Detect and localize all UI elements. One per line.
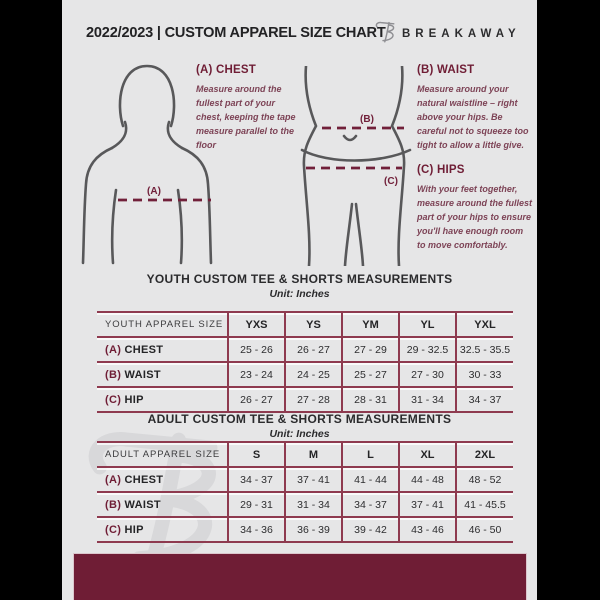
measurement-value: 34 - 37 — [228, 467, 285, 492]
measurement-value: 34 - 36 — [228, 517, 285, 542]
size-column-header: YS — [285, 312, 342, 337]
measure-letter: (B) — [105, 498, 122, 511]
waist-instructions — [417, 64, 531, 152]
measurement-label: (B) WAIST — [97, 492, 228, 517]
measurement-value: 25 - 27 — [342, 362, 399, 387]
size-chart-flyer — [62, 0, 537, 600]
measurement-row — [97, 387, 513, 412]
chest-instructions — [196, 64, 300, 152]
size-header-row — [97, 442, 513, 467]
measurement-label: (C) HIP — [97, 387, 228, 412]
size-table-corner: YOUTH APPAREL SIZE — [97, 312, 228, 337]
youth-unit-label: Unit: Inches — [269, 288, 330, 300]
measurement-value: 37 - 41 — [399, 492, 456, 517]
measurement-value: 26 - 27 — [285, 337, 342, 362]
chest-heading: (A) CHEST — [196, 64, 256, 76]
hips-instructions — [417, 164, 533, 252]
measurement-value: 31 - 34 — [285, 492, 342, 517]
size-column-header: XL — [399, 442, 456, 467]
breakaway-b-logo-icon — [374, 17, 398, 45]
measurement-value: 30 - 33 — [456, 362, 513, 387]
measurement-value: 37 - 41 — [285, 467, 342, 492]
page-title: 2022/2023 | CUSTOM APPAREL SIZE CHART — [86, 24, 386, 41]
measurement-value: 29 - 32.5 — [399, 337, 456, 362]
waist-body-text: Measure around your natural waistline – right above your hips. Be careful not to squeeze too tight to allow a little give. — [417, 84, 529, 150]
measurement-value: 43 - 46 — [399, 517, 456, 542]
measurement-value: 29 - 31 — [228, 492, 285, 517]
measurement-value: 48 - 52 — [456, 467, 513, 492]
measurement-row — [97, 362, 513, 387]
waist-heading: (B) WAIST — [417, 64, 475, 76]
measurement-value: 31 - 34 — [399, 387, 456, 412]
youth-section-title: YOUTH CUSTOM TEE & SHORTS MEASUREMENTS — [146, 272, 453, 286]
measurement-value: 26 - 27 — [228, 387, 285, 412]
size-column-header: M — [285, 442, 342, 467]
chest-body-text: Measure around the fullest part of your chest, keeping the tape measure parallel to the floor — [196, 84, 296, 150]
footer-bar — [73, 553, 527, 600]
size-column-header: YL — [399, 312, 456, 337]
measurement-value: 41 - 45.5 — [456, 492, 513, 517]
size-column-header: YXL — [456, 312, 513, 337]
measurement-value: 39 - 42 — [342, 517, 399, 542]
measure-letter: (A) — [105, 473, 122, 486]
measure-letter: (A) — [105, 343, 122, 356]
measurement-row — [97, 517, 513, 542]
adult-unit-label: Unit: Inches — [269, 428, 330, 440]
size-column-header: S — [228, 442, 285, 467]
size-column-header: L — [342, 442, 399, 467]
brand-lockup — [374, 17, 521, 45]
measurement-value: 23 - 24 — [228, 362, 285, 387]
adult-size-table — [97, 441, 513, 543]
adult-section-title: ADULT CUSTOM TEE & SHORTS MEASUREMENTS — [147, 412, 452, 426]
size-column-header: 2XL — [456, 442, 513, 467]
measure-letter: (C) — [105, 523, 122, 536]
measurement-value: 27 - 28 — [285, 387, 342, 412]
measurement-value: 27 - 29 — [342, 337, 399, 362]
measurement-value: 25 - 26 — [228, 337, 285, 362]
size-header-row — [97, 312, 513, 337]
measurement-label: (C) HIP — [97, 517, 228, 542]
measure-letter: (C) — [105, 393, 122, 406]
waist-line-label: (B) — [360, 114, 374, 125]
hips-heading: (C) HIPS — [417, 164, 465, 176]
measurement-value: 34 - 37 — [456, 387, 513, 412]
measurement-label: (A) CHEST — [97, 467, 228, 492]
hips-line-label: (C) — [384, 176, 398, 187]
measurement-value: 36 - 39 — [285, 517, 342, 542]
measurement-row — [97, 492, 513, 517]
size-column-header: YXS — [228, 312, 285, 337]
brand-name: BREAKAWAY — [402, 28, 521, 40]
hips-body-text: With your feet together, measure around the fullest part of your hips to ensure you'll have enough room to move comfortably. — [417, 184, 533, 250]
measurement-value: 28 - 31 — [342, 387, 399, 412]
measurement-label: (A) CHEST — [97, 337, 228, 362]
measurement-value: 46 - 50 — [456, 517, 513, 542]
measurement-value: 24 - 25 — [285, 362, 342, 387]
measurement-row — [97, 337, 513, 362]
measurement-row — [97, 467, 513, 492]
measurement-value: 41 - 44 — [342, 467, 399, 492]
lower-body-figure — [298, 66, 418, 266]
measurement-value: 34 - 37 — [342, 492, 399, 517]
youth-size-table — [97, 311, 513, 413]
measurement-value: 27 - 30 — [399, 362, 456, 387]
size-table-corner: ADULT APPAREL SIZE — [97, 442, 228, 467]
measurement-value: 44 - 48 — [399, 467, 456, 492]
measurement-value: 32.5 - 35.5 — [456, 337, 513, 362]
chest-line-label: (A) — [147, 186, 161, 197]
measure-letter: (B) — [105, 368, 122, 381]
measurement-label: (B) WAIST — [97, 362, 228, 387]
size-column-header: YM — [342, 312, 399, 337]
